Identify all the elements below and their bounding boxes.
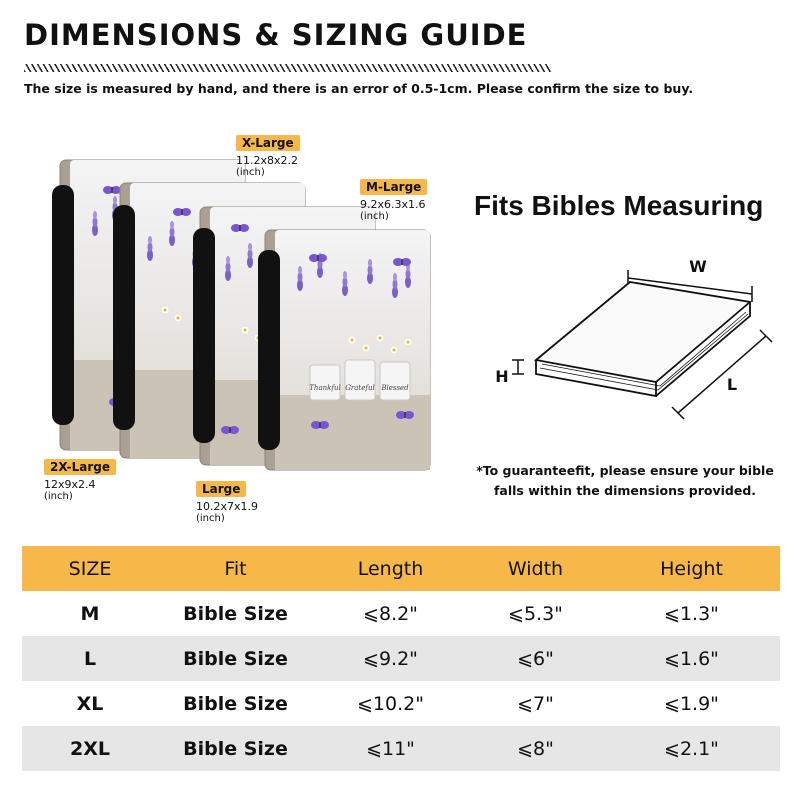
cell-width: ⩽5.3" xyxy=(508,602,563,625)
cell-height: ⩽2.1" xyxy=(664,737,719,760)
fits-bibles-title: Fits Bibles Measuring xyxy=(474,190,764,221)
cell-width: ⩽7" xyxy=(517,692,554,715)
size-label-2x-large xyxy=(44,456,116,502)
cover-m-large xyxy=(258,230,430,470)
fit-guarantee-note: *To guaranteefit, please ensure your bible falls within the dimensions provided. xyxy=(476,463,774,498)
height-dimension-line xyxy=(512,360,524,374)
header-height: Height xyxy=(660,557,723,580)
book-dimension-diagram xyxy=(488,250,778,430)
page-title: DIMENSIONS & SIZING GUIDE xyxy=(24,18,528,52)
cell-length: ⩽10.2" xyxy=(357,692,424,715)
cell-height: ⩽1.9" xyxy=(664,692,719,715)
size-chip: X-Large xyxy=(236,135,300,151)
jar-text-grateful: Grateful xyxy=(345,384,375,392)
jar-text-blessed: Blessed xyxy=(381,384,409,392)
size-unit: (inch) xyxy=(360,211,389,222)
cell-height: ⩽1.3" xyxy=(664,602,719,625)
size-dims: 9.2x6.3x1.6 xyxy=(360,198,426,211)
table-header-row xyxy=(22,546,780,591)
cell-size: M xyxy=(80,602,100,625)
size-chip: M-Large xyxy=(360,179,427,195)
table-row xyxy=(22,591,780,636)
cell-size: 2XL xyxy=(70,737,110,760)
bible-covers-illustration xyxy=(0,0,460,530)
length-label: L xyxy=(726,375,738,394)
cell-width: ⩽6" xyxy=(517,647,554,670)
header-fit: Fit xyxy=(224,557,247,580)
size-chip: Large xyxy=(196,481,246,497)
header-size: SIZE xyxy=(68,557,112,580)
jar-text-thankful: Thankful xyxy=(309,384,341,392)
cell-length: ⩽8.2" xyxy=(363,602,418,625)
size-dims: 11.2x8x2.2 xyxy=(236,154,299,167)
measurement-disclaimer: The size is measured by hand, and there is an error of 0.5-1cm. Please confirm the size to buy. xyxy=(24,81,694,96)
cell-size: L xyxy=(83,647,97,670)
width-label: W xyxy=(689,257,707,276)
table-row xyxy=(22,636,780,681)
size-dims: 10.2x7x1.9 xyxy=(196,500,259,513)
cell-fit: Bible Size xyxy=(183,737,288,760)
size-label-x-large xyxy=(236,132,300,178)
cell-height: ⩽1.6" xyxy=(664,647,719,670)
height-label: H xyxy=(495,367,509,386)
size-label-large xyxy=(196,478,258,524)
cell-fit: Bible Size xyxy=(183,602,288,625)
size-unit: (inch) xyxy=(196,513,225,524)
cell-fit: Bible Size xyxy=(183,647,288,670)
size-unit: (inch) xyxy=(236,167,265,178)
cell-size: XL xyxy=(76,692,104,715)
cell-fit: Bible Size xyxy=(183,692,288,715)
size-chip: 2X-Large xyxy=(44,459,116,475)
size-table xyxy=(22,546,780,771)
size-dims: 12x9x2.4 xyxy=(44,478,96,491)
size-label-m-large xyxy=(360,176,427,222)
header-width: Width xyxy=(507,557,564,580)
cell-length: ⩽11" xyxy=(366,737,415,760)
cell-length: ⩽9.2" xyxy=(363,647,418,670)
table-row xyxy=(22,726,780,771)
table-row xyxy=(22,681,780,726)
cell-width: ⩽8" xyxy=(517,737,554,760)
header-length: Length xyxy=(357,557,424,580)
size-unit: (inch) xyxy=(44,491,73,502)
